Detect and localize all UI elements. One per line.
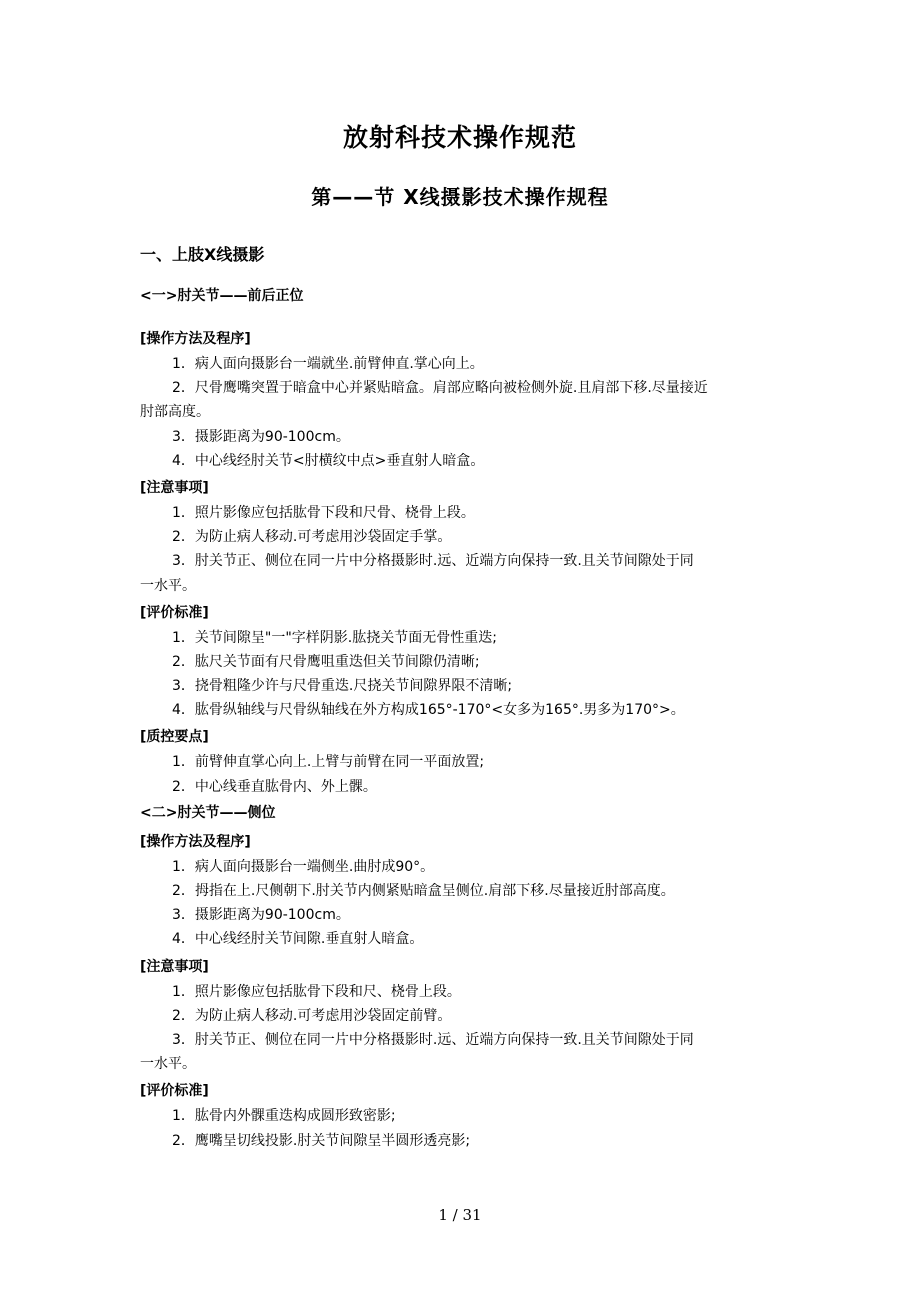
eval-item: 2．肱尺关节面有尺骨鹰咀重迭但关节间隙仍清晰; <box>172 653 480 670</box>
ops-heading: [操作方法及程序] <box>140 833 251 850</box>
qc-item: 1．前臂伸直掌心向上.上臂与前臂在同一平面放置; <box>172 754 485 771</box>
ops-item-continuation: 肘部高度。 <box>140 404 210 421</box>
eval-item: 4．肱骨纵轴线与尺骨纵轴线在外方构成165°-170°<女多为165°.男多为170°>。 <box>172 702 685 719</box>
ops-item: 1．病人面向摄影台一端侧坐.曲肘成90°。 <box>172 858 435 875</box>
notes-item: 3．肘关节正、侧位在同一片中分格摄影时.远、近端方向保持一致.且关节间隙处于同 <box>172 553 694 570</box>
document-title: 放射科技术操作规范 <box>342 123 577 152</box>
notes-item: 3．肘关节正、侧位在同一片中分格摄影时.远、近端方向保持一致.且关节间隙处于同 <box>172 1031 694 1048</box>
ops-item: 3．摄影距离为90-100cm。 <box>172 428 350 445</box>
ops-item: 4．中心线经肘关节<肘横纹中点>垂直射人暗盒。 <box>172 452 485 469</box>
qc-heading: [质控要点] <box>140 729 209 746</box>
notes-item-continuation: 一水平。 <box>140 577 196 594</box>
eval-item: 1．肱骨内外髁重迭构成圆形致密影; <box>172 1108 396 1125</box>
ops-heading: [操作方法及程序] <box>140 331 251 347</box>
eval-item: 3．挠骨粗隆少许与尺骨重迭.尺挠关节间隙界限不清晰; <box>172 678 513 695</box>
section-subtitle: 第——节 X线摄影技术操作规程 <box>311 185 609 209</box>
notes-item: 2．为防止病人移动.可考虑用沙袋固定手掌。 <box>172 529 452 546</box>
document-body <box>140 282 782 1153</box>
chapter-heading: 一、上肢X线摄影 <box>140 245 265 264</box>
notes-item: 1．照片影像应包括肱骨下段和尺骨、桡骨上段。 <box>172 504 475 521</box>
notes-item-continuation: 一水平。 <box>140 1056 196 1073</box>
ops-item: 4．中心线经肘关节间隙.垂直射人暗盒。 <box>172 931 424 948</box>
section-heading-elbow-ap: <一>肘关节——前后正位 <box>140 288 304 304</box>
notes-item: 1．照片影像应包括肱骨下段和尺、桡骨上段。 <box>172 983 461 1000</box>
ops-item: 1．病人面向摄影台一端就坐.前臂伸直.掌心向上。 <box>172 356 484 372</box>
eval-item: 2．鹰嘴呈切线投影.肘关节间隙呈半圆形透亮影; <box>172 1132 471 1149</box>
ops-item: 3．摄影距离为90-100cm。 <box>172 907 350 924</box>
qc-item: 2．中心线垂直肱骨内、外上髁。 <box>172 778 377 795</box>
eval-heading: [评价标准] <box>140 1083 209 1100</box>
section-heading-elbow-lateral: <二>肘关节——侧位 <box>140 804 276 821</box>
notes-heading: [注意事项] <box>140 479 209 496</box>
eval-item: 1．关节间隙呈"一"字样阴影.肱挠关节面无骨性重迭; <box>172 629 497 646</box>
ops-item: 2．尺骨鹰嘴突置于暗盒中心并紧贴暗盒。肩部应略向被检侧外旋.且肩部下移.尽量接近 <box>172 380 708 397</box>
notes-heading: [注意事项] <box>140 958 209 975</box>
page-number: 1 / 31 <box>438 1206 482 1224</box>
eval-heading: [评价标准] <box>140 604 209 621</box>
notes-item: 2．为防止病人移动.可考虑用沙袋固定前臂。 <box>172 1007 452 1024</box>
ops-item: 2．拇指在上.尺侧朝下.肘关节内侧紧贴暗盒呈侧位.肩部下移.尽量接近肘部高度。 <box>172 883 675 899</box>
